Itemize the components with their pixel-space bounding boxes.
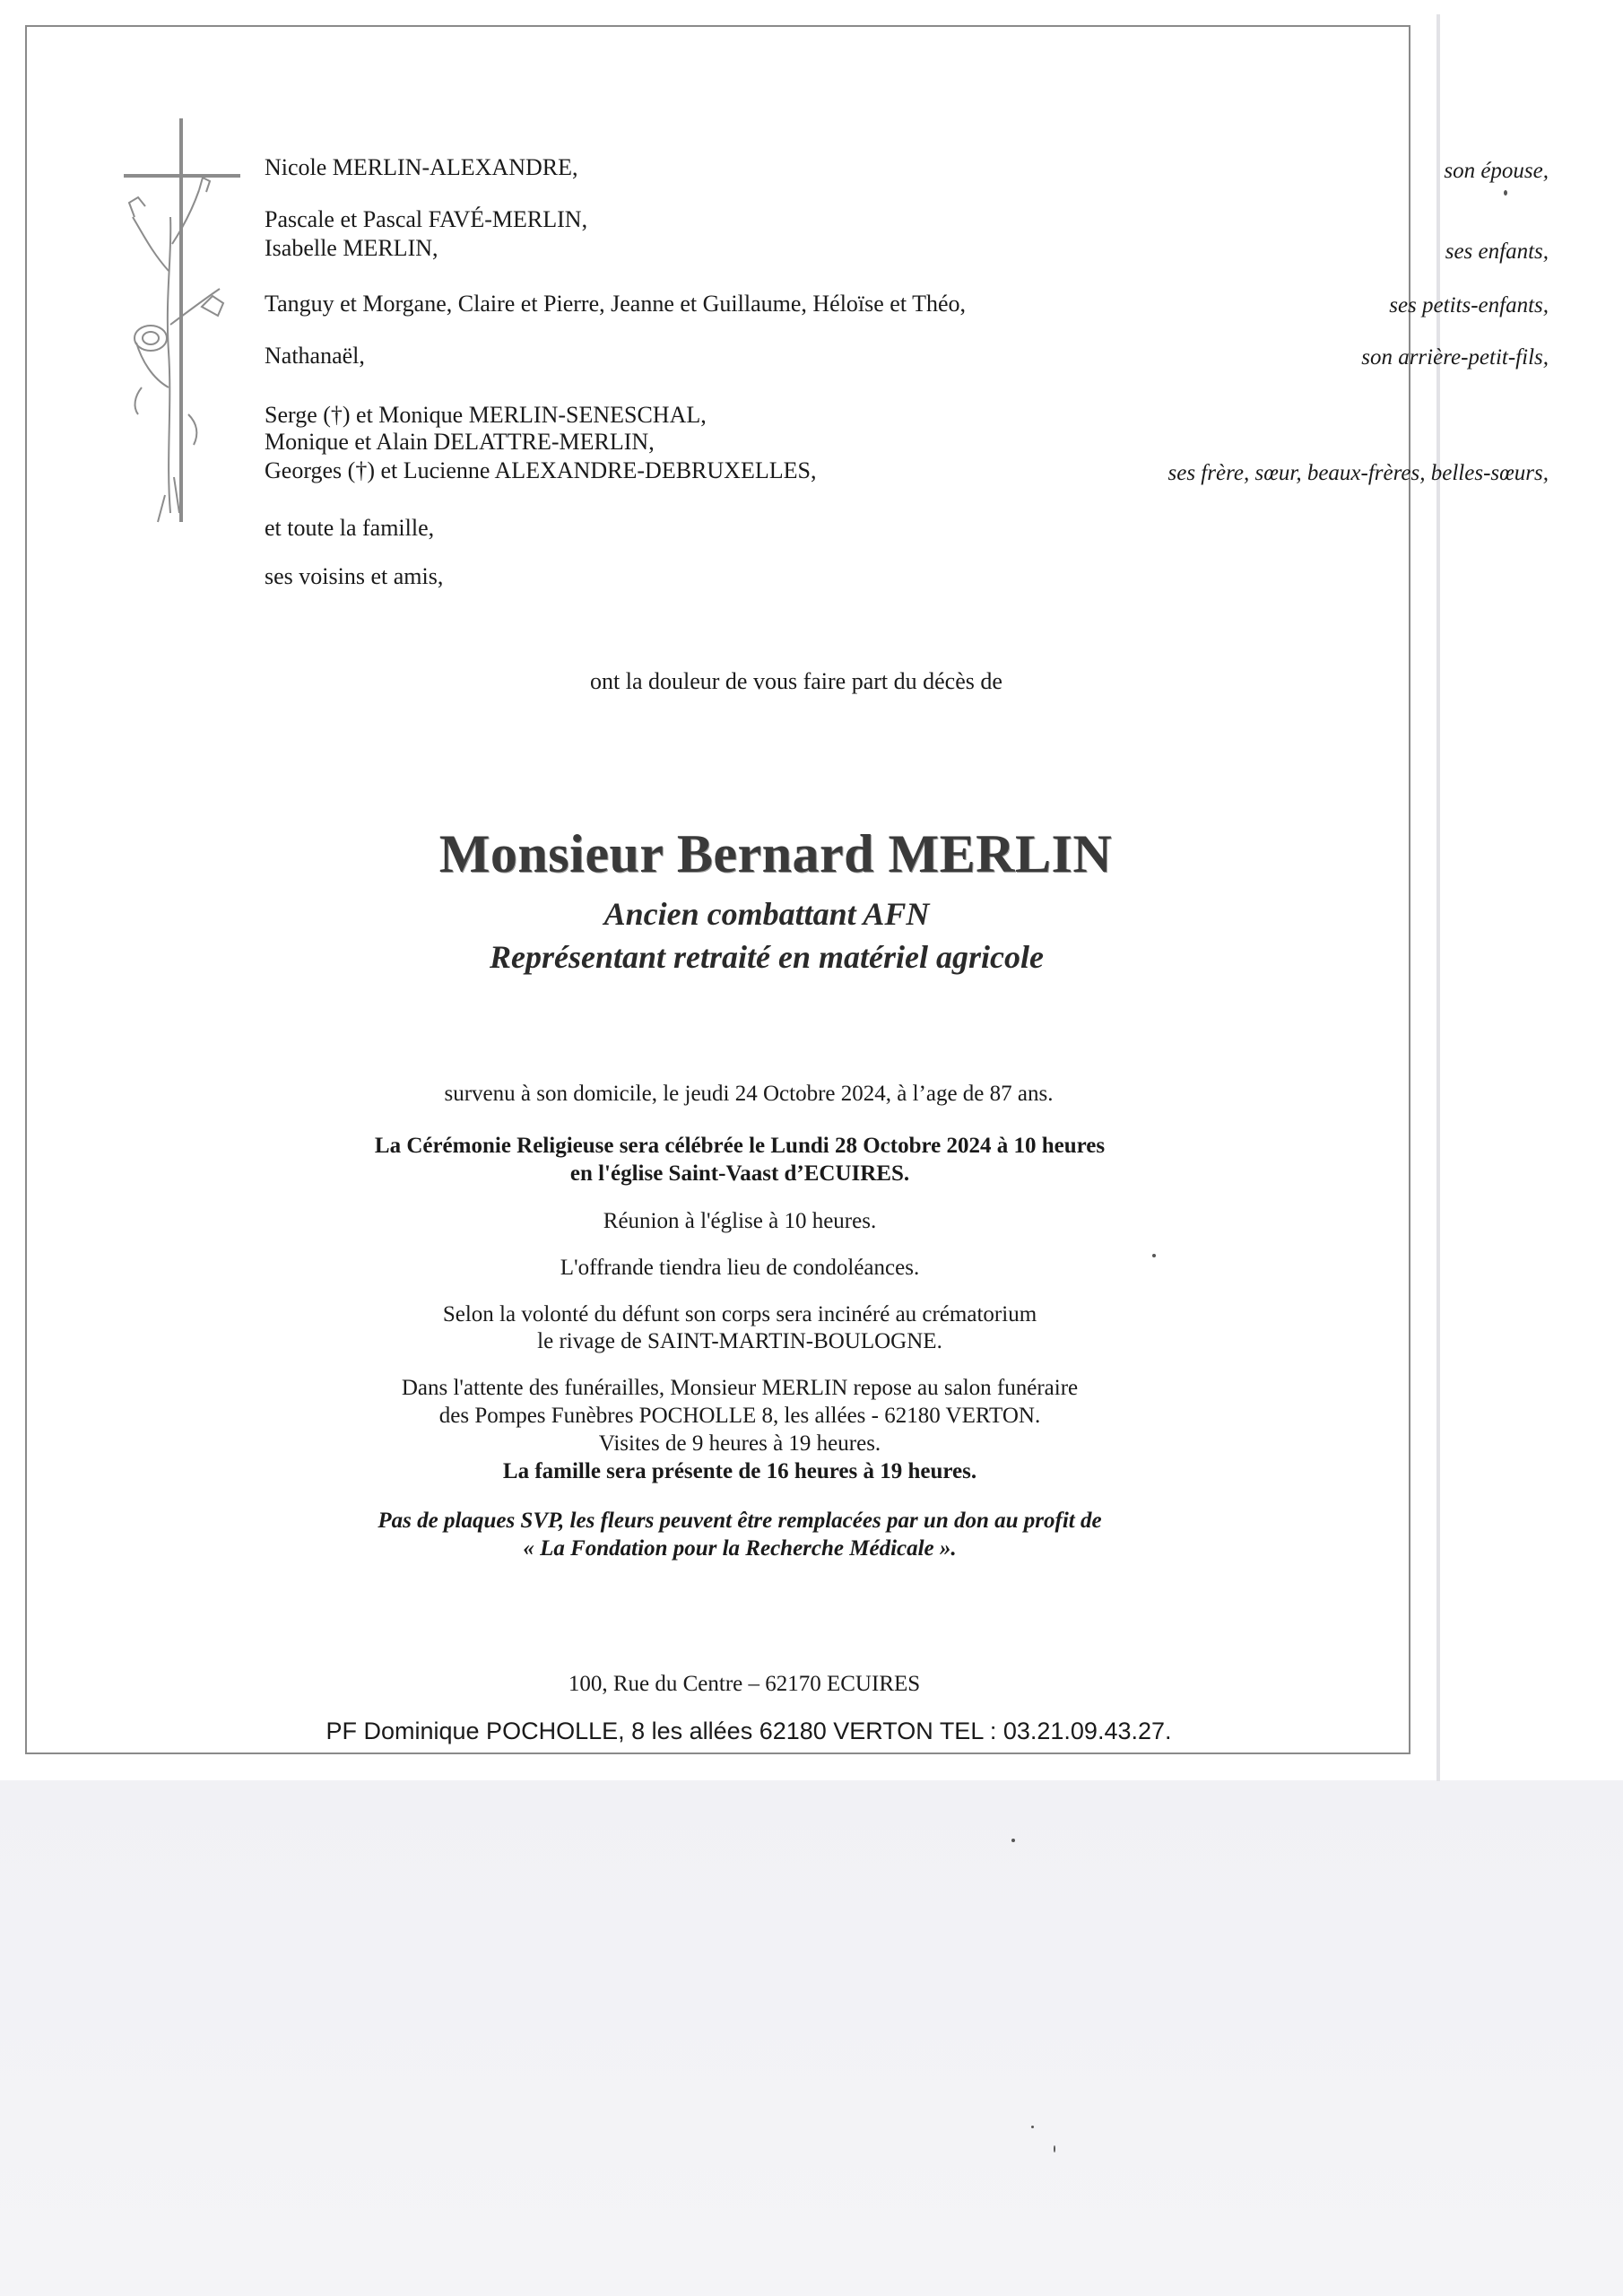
- relation-label: ses petits-enfants,: [1389, 293, 1549, 317]
- deceased-title: Ancien combattant AFN: [603, 896, 930, 932]
- family-name-line: Monique et Alain DELATTRE-MERLIN,: [265, 429, 655, 455]
- scan-speck: [1031, 2126, 1034, 2128]
- rest-line: des Pompes Funèbres POCHOLLE 8, les allées - 62180 VERTON.: [438, 1404, 1041, 1428]
- cremation-line: le rivage de SAINT-MARTIN-BOULOGNE.: [537, 1329, 942, 1353]
- flowers-line: « La Fondation pour la Recherche Médicale ».: [523, 1536, 957, 1561]
- family-presence: La famille sera présente de 16 heures à 19 heures.: [502, 1459, 977, 1483]
- family-name-line: Nathanaël,: [265, 343, 365, 369]
- relation-label: ses frère, sœur, beaux-frères, belles-sœurs,: [1167, 461, 1549, 485]
- scan-speck: [1152, 1254, 1156, 1257]
- relation-label: son épouse,: [1444, 159, 1549, 183]
- family-name-line: Georges (†) et Lucienne ALEXANDRE-DEBRUXELLES,: [265, 457, 817, 483]
- announcement: ont la douleur de vous faire part du décès de: [590, 668, 1002, 694]
- rest-line: Dans l'attente des funérailles, Monsieur MERLIN repose au salon funéraire: [401, 1376, 1079, 1400]
- ceremony-line: La Cérémonie Religieuse sera célébrée le Lundi 28 Octobre 2024 à 10 heures: [374, 1134, 1106, 1158]
- cremation-line: Selon la volonté du défunt son corps sera incinéré au crématorium: [442, 1302, 1037, 1326]
- scan-background: [0, 1780, 1623, 2296]
- address-line: 100, Rue du Centre – 62170 ECUIRES: [568, 1672, 921, 1696]
- family-name-line: Serge (†) et Monique MERLIN-SENESCHAL,: [265, 402, 707, 428]
- scan-speck: [1504, 190, 1507, 196]
- meeting-notice: Réunion à l'église à 10 heures.: [603, 1209, 877, 1233]
- relation-label: ses enfants,: [1445, 239, 1549, 264]
- family-name-line: Pascale et Pascal FAVÉ-MERLIN,: [265, 206, 588, 232]
- funeral-home-line: PF Dominique POCHOLLE, 8 les allées 62180 VERTON TEL : 03.21.09.43.27.: [325, 1718, 1172, 1744]
- deceased-name: Monsieur Bernard MERLIN: [438, 824, 1113, 883]
- flowers-line: Pas de plaques SVP, les fleurs peuvent être remplacées par un don au profit de: [378, 1509, 1102, 1533]
- family-name-line: et toute la famille,: [265, 515, 435, 541]
- deceased-title: Représentant retraité en matériel agricole: [490, 939, 1044, 975]
- family-name-line: Nicole MERLIN-ALEXANDRE,: [265, 154, 578, 180]
- family-name-line: Tanguy et Morgane, Claire et Pierre, Jeanne et Guillaume, Héloïse et Théo,: [265, 291, 967, 317]
- visits-line: Visites de 9 heures à 19 heures.: [598, 1431, 881, 1456]
- relation-label: son arrière-petit-fils,: [1361, 345, 1549, 370]
- family-name-line: Isabelle MERLIN,: [265, 235, 438, 261]
- ceremony-line: en l'église Saint-Vaast d’ECUIRES.: [569, 1161, 910, 1186]
- cross-with-flowers-icon: [117, 118, 251, 540]
- death-notice: survenu à son domicile, le jeudi 24 Octobre 2024, à l’age de 87 ans.: [444, 1082, 1054, 1106]
- family-name-line: ses voisins et amis,: [265, 563, 444, 589]
- offering-notice: L'offrande tiendra lieu de condoléances.: [560, 1256, 920, 1280]
- scan-speck: [1011, 1839, 1015, 1842]
- scan-speck: [1054, 2145, 1055, 2152]
